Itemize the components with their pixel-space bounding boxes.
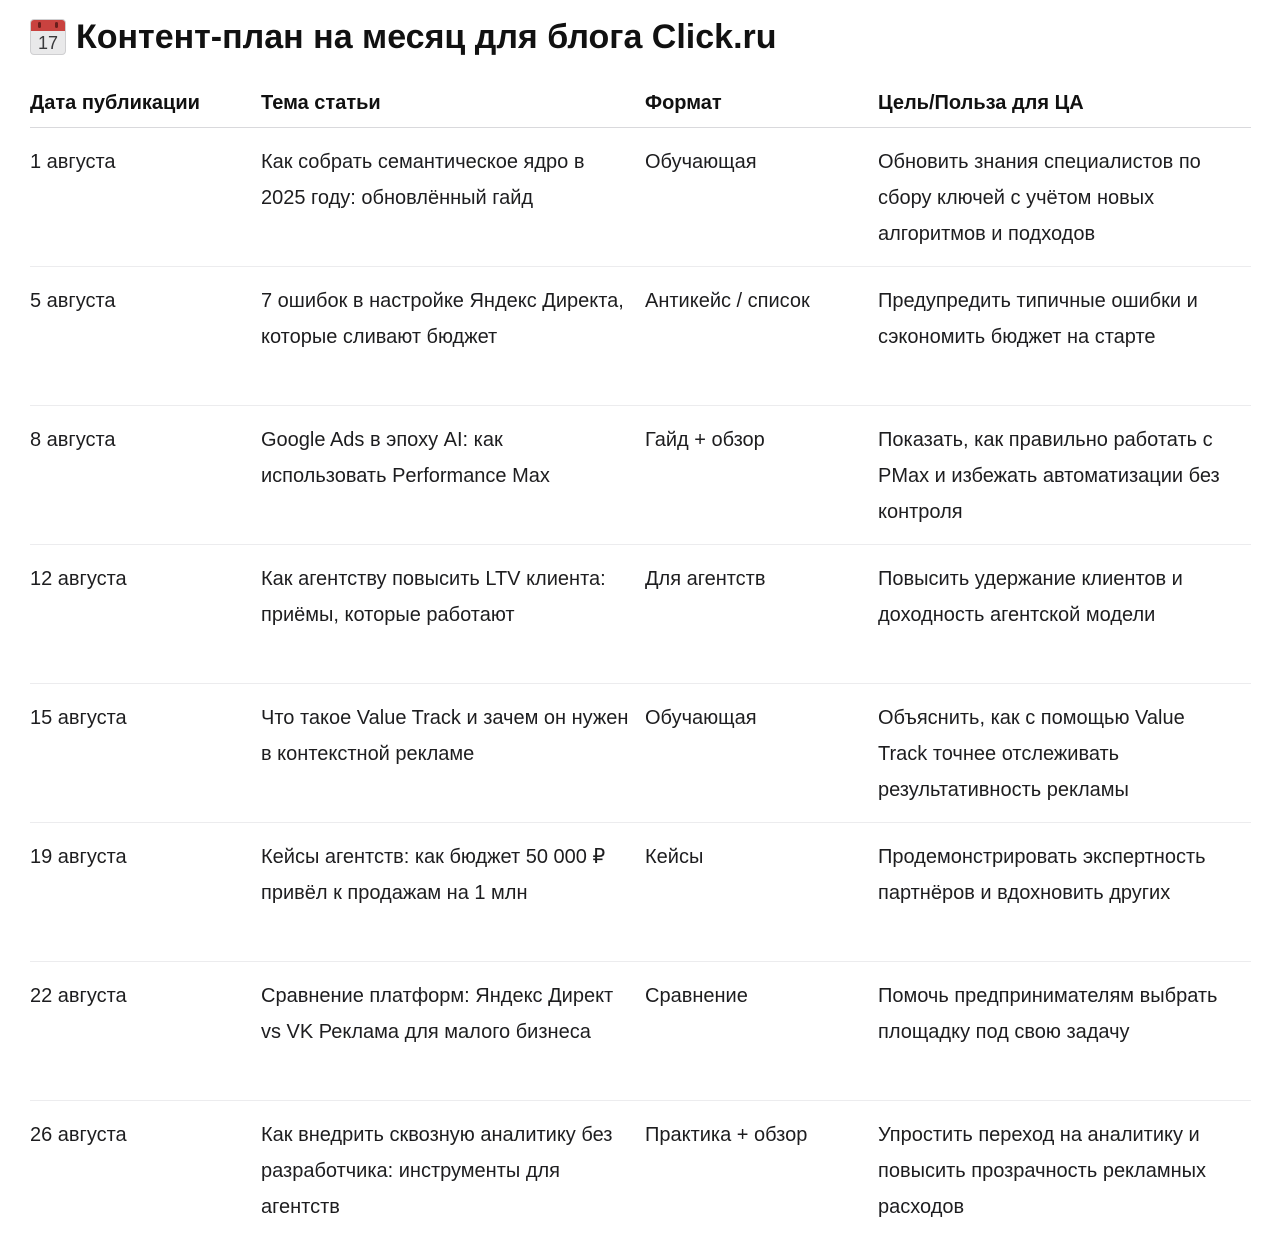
cell-date: 12 августа <box>30 568 127 590</box>
cell-topic: Как агентству повысить LTV клиента: приёмы, которые работают <box>261 568 606 626</box>
cell-date: 8 августа <box>30 429 116 451</box>
cell-topic: 7 ошибок в настройке Яндекс Директа, которые сливают бюджет <box>261 290 624 348</box>
table-row <box>30 823 1251 962</box>
cell-date: 15 августа <box>30 707 127 729</box>
page-title-text: Контент-план на месяц для блога Click.ru <box>76 17 777 56</box>
cell-format: Кейсы <box>645 846 704 868</box>
table-header-row <box>30 80 1251 128</box>
cell-topic: Как внедрить сквозную аналитику без разработчика: инструменты для агентств <box>261 1124 613 1218</box>
table-row <box>30 1101 1251 1240</box>
table-row <box>30 128 1251 267</box>
cell-goal: Обновить знания специалистов по сбору ключей с учётом новых алгоритмов и подходов <box>878 151 1201 245</box>
cell-goal: Повысить удержание клиентов и доходность агентской модели <box>878 568 1183 626</box>
page-title <box>30 14 777 60</box>
table-row <box>30 545 1251 684</box>
cell-format: Обучающая <box>645 151 757 173</box>
cell-goal: Объяснить, как с помощью Value Track точнее отслеживать результативность рекламы <box>878 707 1185 801</box>
header-topic: Тема статьи <box>261 92 381 114</box>
cell-topic: Как собрать семантическое ядро в 2025 году: обновлённый гайд <box>261 151 585 209</box>
calendar-icon <box>30 19 66 55</box>
cell-goal: Упростить переход на аналитику и повысить прозрачность рекламных расходов <box>878 1124 1206 1218</box>
cell-topic: Кейсы агентств: как бюджет 50 000 ₽ привёл к продажам на 1 млн <box>261 846 606 904</box>
calendar-day: 17 <box>37 33 59 53</box>
cell-date: 22 августа <box>30 985 127 1007</box>
cell-topic: Сравнение платформ: Яндекс Директ vs VK Реклама для малого бизнеса <box>261 985 614 1043</box>
cell-goal: Помочь предпринимателям выбрать площадку под свою задачу <box>878 985 1218 1043</box>
cell-format: Антикейс / список <box>645 290 810 312</box>
cell-date: 26 августа <box>30 1124 127 1146</box>
cell-format: Обучающая <box>645 707 757 729</box>
cell-date: 19 августа <box>30 846 127 868</box>
header-date: Дата публикации <box>30 92 200 114</box>
cell-goal: Продемонстрировать экспертность партнёров и вдохновить других <box>878 846 1206 904</box>
cell-format: Гайд + обзор <box>645 429 765 451</box>
header-format: Формат <box>645 92 722 114</box>
cell-format: Практика + обзор <box>645 1124 808 1146</box>
cell-topic: Что такое Value Track и зачем он нужен в контекстной рекламе <box>261 707 629 765</box>
cell-goal: Предупредить типичные ошибки и сэкономить бюджет на старте <box>878 290 1198 348</box>
cell-date: 1 августа <box>30 151 116 173</box>
cell-goal: Показать, как правильно работать с PMax и избежать автоматизации без контроля <box>878 429 1220 523</box>
cell-topic: Google Ads в эпоху AI: как использовать Performance Max <box>261 429 550 487</box>
content-plan-table <box>30 80 1251 1240</box>
table-row <box>30 406 1251 545</box>
cell-format: Для агентств <box>645 568 766 590</box>
cell-date: 5 августа <box>30 290 116 312</box>
table-row <box>30 267 1251 406</box>
cell-format: Сравнение <box>645 985 748 1007</box>
table-row <box>30 962 1251 1101</box>
header-goal: Цель/Польза для ЦА <box>878 92 1084 114</box>
table-row <box>30 684 1251 823</box>
